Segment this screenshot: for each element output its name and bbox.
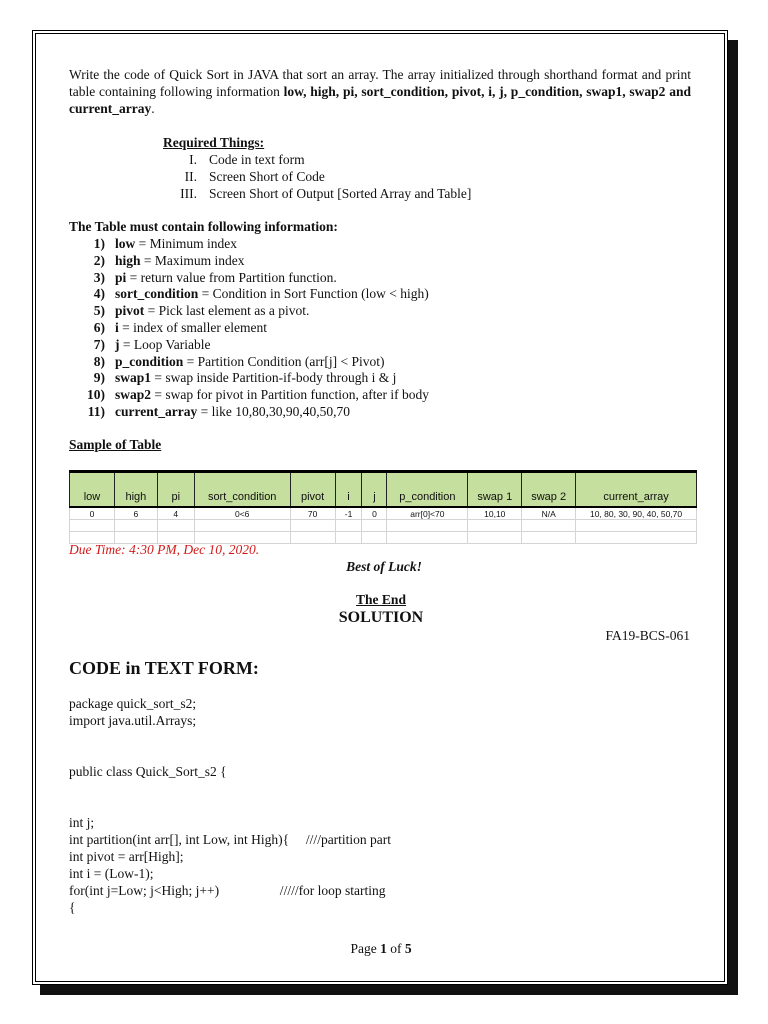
list-item-number: 7) — [93, 336, 105, 352]
list-item-desc: = swap for pivot in Partition function, after if body — [151, 387, 429, 403]
table-cell — [468, 520, 522, 532]
table-cell — [522, 520, 576, 532]
list-item — [69, 286, 429, 303]
table-cell — [468, 532, 522, 544]
list-item-text — [115, 286, 429, 303]
table-cell: 0 — [70, 507, 115, 520]
list-item-number: I. — [189, 152, 197, 167]
table-info-list — [69, 236, 429, 421]
due-time: Due Time: 4:30 PM, Dec 10, 2020. — [69, 542, 260, 557]
table-cell: N/A — [522, 507, 576, 520]
table-cell — [114, 520, 157, 532]
code-line — [69, 729, 391, 746]
table-cell: 0<6 — [194, 507, 290, 520]
list-item-text — [115, 370, 396, 387]
list-item-number: 8) — [93, 353, 105, 369]
list-item-number: 11) — [87, 403, 105, 419]
intro-text: Write the code of Quick Sort in JAVA that sort an array. The array initialized through shorthand format and print table containing following information — [69, 67, 691, 99]
table-row — [70, 507, 697, 520]
code-block — [69, 695, 391, 916]
column-header: pi — [157, 472, 194, 508]
list-item-term: i — [115, 319, 119, 335]
solution-heading: SOLUTION — [338, 609, 424, 626]
code-line: package quick_sort_s2; — [69, 696, 197, 711]
list-item-term: p_condition — [115, 353, 184, 369]
intro-bold-terms: low, high, pi, sort_condition, pivot, i, j, p_condition, swap1, swap2 and current_array — [69, 84, 691, 116]
list-item-text — [115, 354, 385, 371]
table-cell: 70 — [290, 507, 335, 520]
column-header: current_array — [576, 472, 697, 508]
list-item-desc: = swap inside Partition-if-body through i & j — [151, 370, 397, 386]
table-cell — [387, 520, 468, 532]
code-line: int j; — [69, 815, 95, 830]
code-line: import java.util.Arrays; — [69, 713, 197, 728]
list-item — [163, 185, 471, 202]
footer-of: of — [386, 941, 405, 956]
table-info-title: The Table must contain following information: — [69, 219, 338, 234]
list-item-text — [115, 404, 350, 421]
table-cell — [335, 532, 362, 544]
list-item — [69, 320, 429, 337]
list-item-text — [115, 270, 337, 287]
list-item-number: II. — [184, 169, 197, 184]
page-footer — [0, 941, 762, 957]
list-item-desc: = Partition Condition (arr[j] < Pivot) — [183, 353, 385, 369]
list-item-number: 4) — [93, 286, 105, 302]
list-item-text — [115, 236, 237, 253]
list-item — [69, 253, 429, 270]
list-item-text — [115, 303, 309, 320]
list-item-number: 10) — [87, 387, 105, 403]
table-cell: 10, 80, 30, 90, 40, 50,70 — [576, 507, 697, 520]
column-header: pivot — [290, 472, 335, 508]
list-item-desc: = Maximum index — [140, 252, 245, 268]
sample-table-title: Sample of Table — [69, 437, 162, 452]
list-item-term: current_array — [115, 403, 198, 419]
footer-total-pages: 5 — [404, 941, 412, 956]
code-line: int pivot = arr[High]; — [69, 849, 184, 864]
table-cell — [576, 520, 697, 532]
list-item-desc: = return value from Partition function. — [126, 269, 337, 285]
table-cell — [194, 520, 290, 532]
intro-end: . — [151, 101, 155, 116]
table-cell — [290, 532, 335, 544]
list-item — [69, 270, 429, 287]
column-header: i — [335, 472, 362, 508]
list-item-term: pivot — [115, 303, 145, 319]
list-item — [69, 404, 429, 421]
table-cell — [362, 520, 387, 532]
list-item-desc: = Minimum index — [135, 236, 237, 251]
list-item-desc: = Pick last element as a pivot. — [144, 303, 310, 319]
code-line — [69, 797, 391, 814]
list-item-number: 1) — [93, 236, 105, 251]
list-item-text — [115, 387, 429, 404]
list-item-text: Code in text form — [209, 152, 305, 167]
list-item-number: 3) — [93, 269, 105, 285]
code-line — [69, 780, 391, 797]
column-header: p_condition — [387, 472, 468, 508]
table-cell — [70, 520, 115, 532]
list-item-text — [115, 253, 245, 270]
table-cell: 10,10 — [468, 507, 522, 520]
code-heading: CODE in TEXT FORM: — [69, 658, 259, 678]
list-item — [69, 370, 429, 387]
sample-table-header — [70, 472, 697, 508]
table-cell — [290, 520, 335, 532]
list-item-number: 2) — [93, 252, 105, 268]
list-item-term: sort_condition — [115, 286, 199, 302]
table-cell — [335, 520, 362, 532]
column-header: high — [114, 472, 157, 508]
list-item-number: 9) — [93, 370, 105, 386]
list-item — [163, 168, 471, 185]
code-line: int partition(int arr[], int Low, int High){ ////partition part — [69, 832, 392, 847]
list-item-number: 6) — [93, 319, 105, 335]
list-item-text: Screen Short of Code — [209, 169, 325, 184]
list-item — [163, 151, 471, 168]
table-cell — [522, 532, 576, 544]
column-header: sort_condition — [194, 472, 290, 508]
table-cell — [362, 532, 387, 544]
code-line: public class Quick_Sort_s2 { — [69, 764, 227, 779]
code-line: for(int j=Low; j<High; j++) /////for loop starting — [69, 883, 386, 898]
list-item-number: 5) — [93, 303, 105, 319]
footer-page-number: 1 — [380, 941, 387, 956]
list-item — [69, 354, 429, 371]
table-cell — [157, 520, 194, 532]
code-line: { — [69, 900, 76, 915]
column-header: low — [70, 472, 115, 508]
column-header: swap 1 — [468, 472, 522, 508]
list-item-term: pi — [115, 269, 127, 285]
table-cell — [576, 532, 697, 544]
list-item — [69, 337, 429, 354]
list-item-desc: = Loop Variable — [119, 336, 211, 352]
code-line — [69, 746, 391, 763]
table-cell: arr[0]<70 — [387, 507, 468, 520]
table-cell: -1 — [335, 507, 362, 520]
column-header: j — [362, 472, 387, 508]
list-item-desc: = like 10,80,30,90,40,50,70 — [197, 403, 350, 419]
list-item-term: swap2 — [115, 387, 152, 403]
column-header: swap 2 — [522, 472, 576, 508]
required-things-list — [163, 151, 471, 202]
list-item-number: III. — [180, 186, 197, 201]
list-item — [69, 236, 429, 253]
list-item-term: high — [115, 252, 141, 268]
table-cell — [387, 532, 468, 544]
list-item-text — [115, 337, 210, 354]
list-item-term: swap1 — [115, 370, 152, 386]
footer-prefix: Page — [350, 941, 381, 956]
code-line: int i = (Low-1); — [69, 866, 154, 881]
required-things-title: Required Things: — [163, 135, 265, 150]
list-item-desc: = index of smaller element — [118, 319, 267, 335]
list-item-text — [115, 320, 267, 337]
table-row — [70, 520, 697, 532]
the-end: The End — [356, 592, 406, 607]
list-item — [69, 303, 429, 320]
table-cell: 0 — [362, 507, 387, 520]
list-item — [69, 387, 429, 404]
list-item-term: j — [115, 336, 120, 352]
table-cell: 6 — [114, 507, 157, 520]
roll-number: FA19-BCS-061 — [605, 628, 690, 643]
best-of-luck: Best of Luck! — [346, 559, 422, 574]
list-item-desc: = Condition in Sort Function (low < high) — [198, 286, 429, 302]
assignment-intro — [69, 66, 691, 117]
sample-table — [69, 470, 697, 544]
list-item-text: Screen Short of Output [Sorted Array and Table] — [209, 186, 472, 201]
list-item-term: low — [115, 236, 136, 251]
table-cell: 4 — [157, 507, 194, 520]
